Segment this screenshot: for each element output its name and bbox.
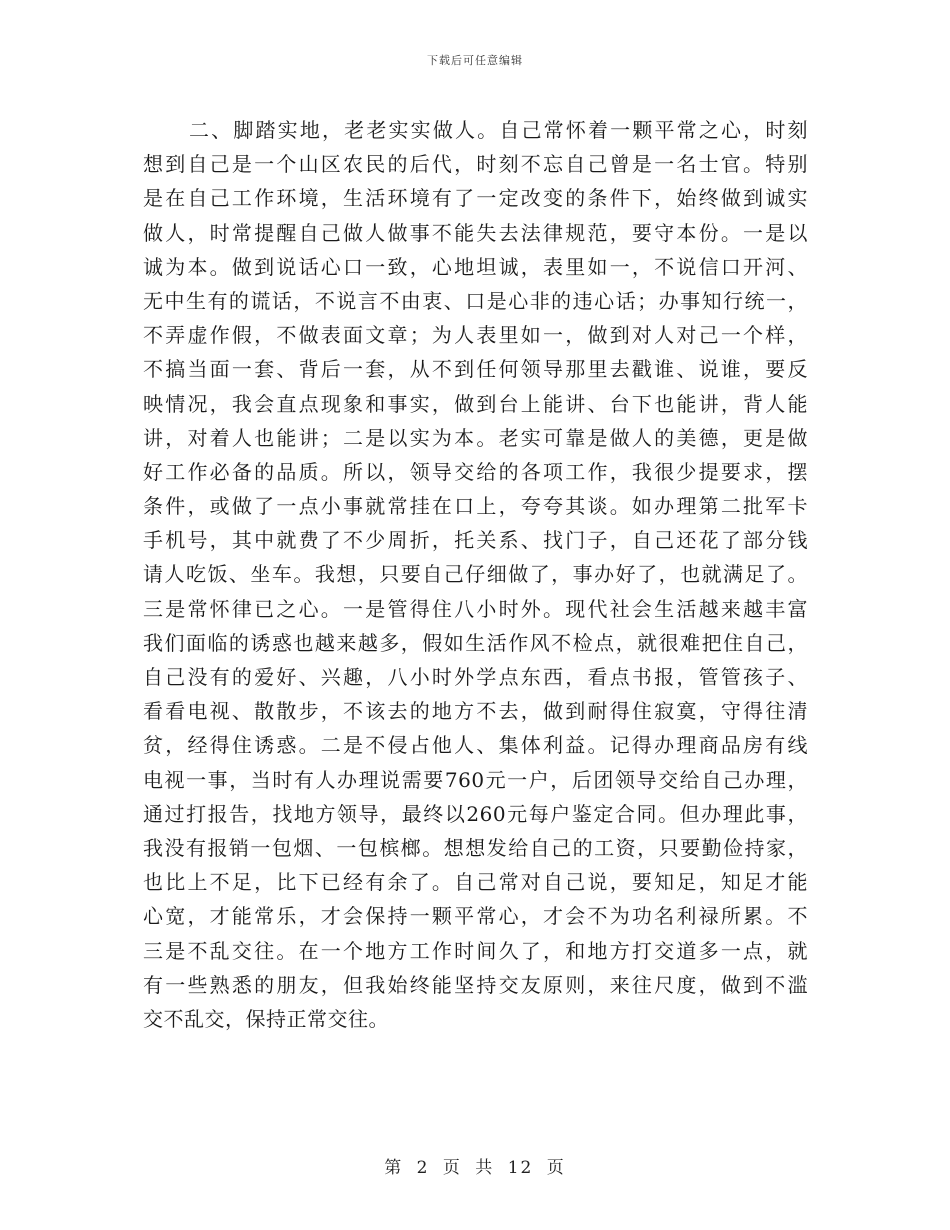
text-line: 无中生有的谎话，不说言不由衷、口是心非的违心话；办事知行统一， xyxy=(143,288,808,313)
text-line: 想到自己是一个山区农民的后代，时刻不忘自己曾是一名士官。特别 xyxy=(143,152,808,177)
text-line: 看看电视、散散步，不该去的地方不去，做到耐得住寂寞，守得往清 xyxy=(143,699,808,724)
text-line: 二、脚踏实地，老老实实做人。自己常怀着一颗平常之心，时刻 xyxy=(189,118,808,142)
body-text xyxy=(143,113,808,1036)
text-line: 电视一事，当时有人办理说需要760元一户，后团领导交给自己办理， xyxy=(143,767,808,792)
text-line: 不搞当面一套、背后一套，从不到任何领导那里去戳谁、说谁，要反 xyxy=(143,357,808,382)
text-line: 自己没有的爱好、兴趣，八小时外学点东西，看点书报，管管孩子、 xyxy=(143,665,808,689)
text-line: 条件，或做了一点小事就常挂在口上，夸夸其谈。如办理第二批军卡 xyxy=(143,494,808,519)
text-line: 请人吃饭、坐车。我想，只要自己仔细做了，事办好了，也就满足了。 xyxy=(143,562,808,587)
header-note: 下载后可任意编辑 xyxy=(427,54,523,67)
text-line: 我没有报销一包烟、一包槟榔。想想发给自己的工资，只要勤俭持家， xyxy=(143,835,808,860)
text-line: 手机号，其中就费了不少周折，托关系、找门子，自己还花了部分钱 xyxy=(143,528,808,553)
text-line: 三是常怀律已之心。一是管得住八小时外。现代社会生活越来越丰富 xyxy=(143,596,808,621)
text-line: 讲，对着人也能讲；二是以实为本。老实可靠是做人的美德，更是做 xyxy=(143,425,808,450)
page-number: 第 2 页 共 12 页 xyxy=(384,1158,566,1178)
text-line: 有一些熟悉的朋友，但我始终能坚持交友原则，来往尺度，做到不滥 xyxy=(143,972,808,997)
text-line: 做人，时常提醒自己做人做事不能失去法律规范，要守本份。一是以 xyxy=(143,220,808,245)
text-line: 交不乱交，保持正常交往。 xyxy=(143,1006,389,1031)
text-line: 好工作必备的品质。所以，领导交给的各项工作，我很少提要求，摆 xyxy=(143,459,808,484)
text-line: 我们面临的诱惑也越来越多，假如生活作风不检点，就很难把住自己， xyxy=(143,630,808,655)
text-line: 也比上不足，比下已经有余了。自己常对自己说，要知足，知足才能 xyxy=(143,870,808,895)
text-line: 心宽，才能常乐，才会保持一颗平常心，才会不为功名利禄所累。不 xyxy=(143,904,808,929)
text-line: 映情况，我会直点现象和事实，做到台上能讲、台下也能讲，背人能 xyxy=(143,391,808,416)
text-line: 通过打报告，找地方领导，最终以260元每户鉴定合同。但办理此事， xyxy=(143,801,808,826)
text-line: 是在自己工作环境，生活环境有了一定改变的条件下，始终做到诚实 xyxy=(143,186,808,211)
text-line: 诚为本。做到说话心口一致，心地坦诚，表里如一，不说信口开河、 xyxy=(143,254,808,279)
text-line: 不弄虚作假，不做表面文章；为人表里如一，做到对人对己一个样， xyxy=(143,323,808,348)
text-line: 贫，经得住诱惑。二是不侵占他人、集体利益。记得办理商品房有线 xyxy=(143,733,808,758)
text-line: 三是不乱交往。在一个地方工作时间久了，和地方打交道多一点，就 xyxy=(143,938,808,963)
